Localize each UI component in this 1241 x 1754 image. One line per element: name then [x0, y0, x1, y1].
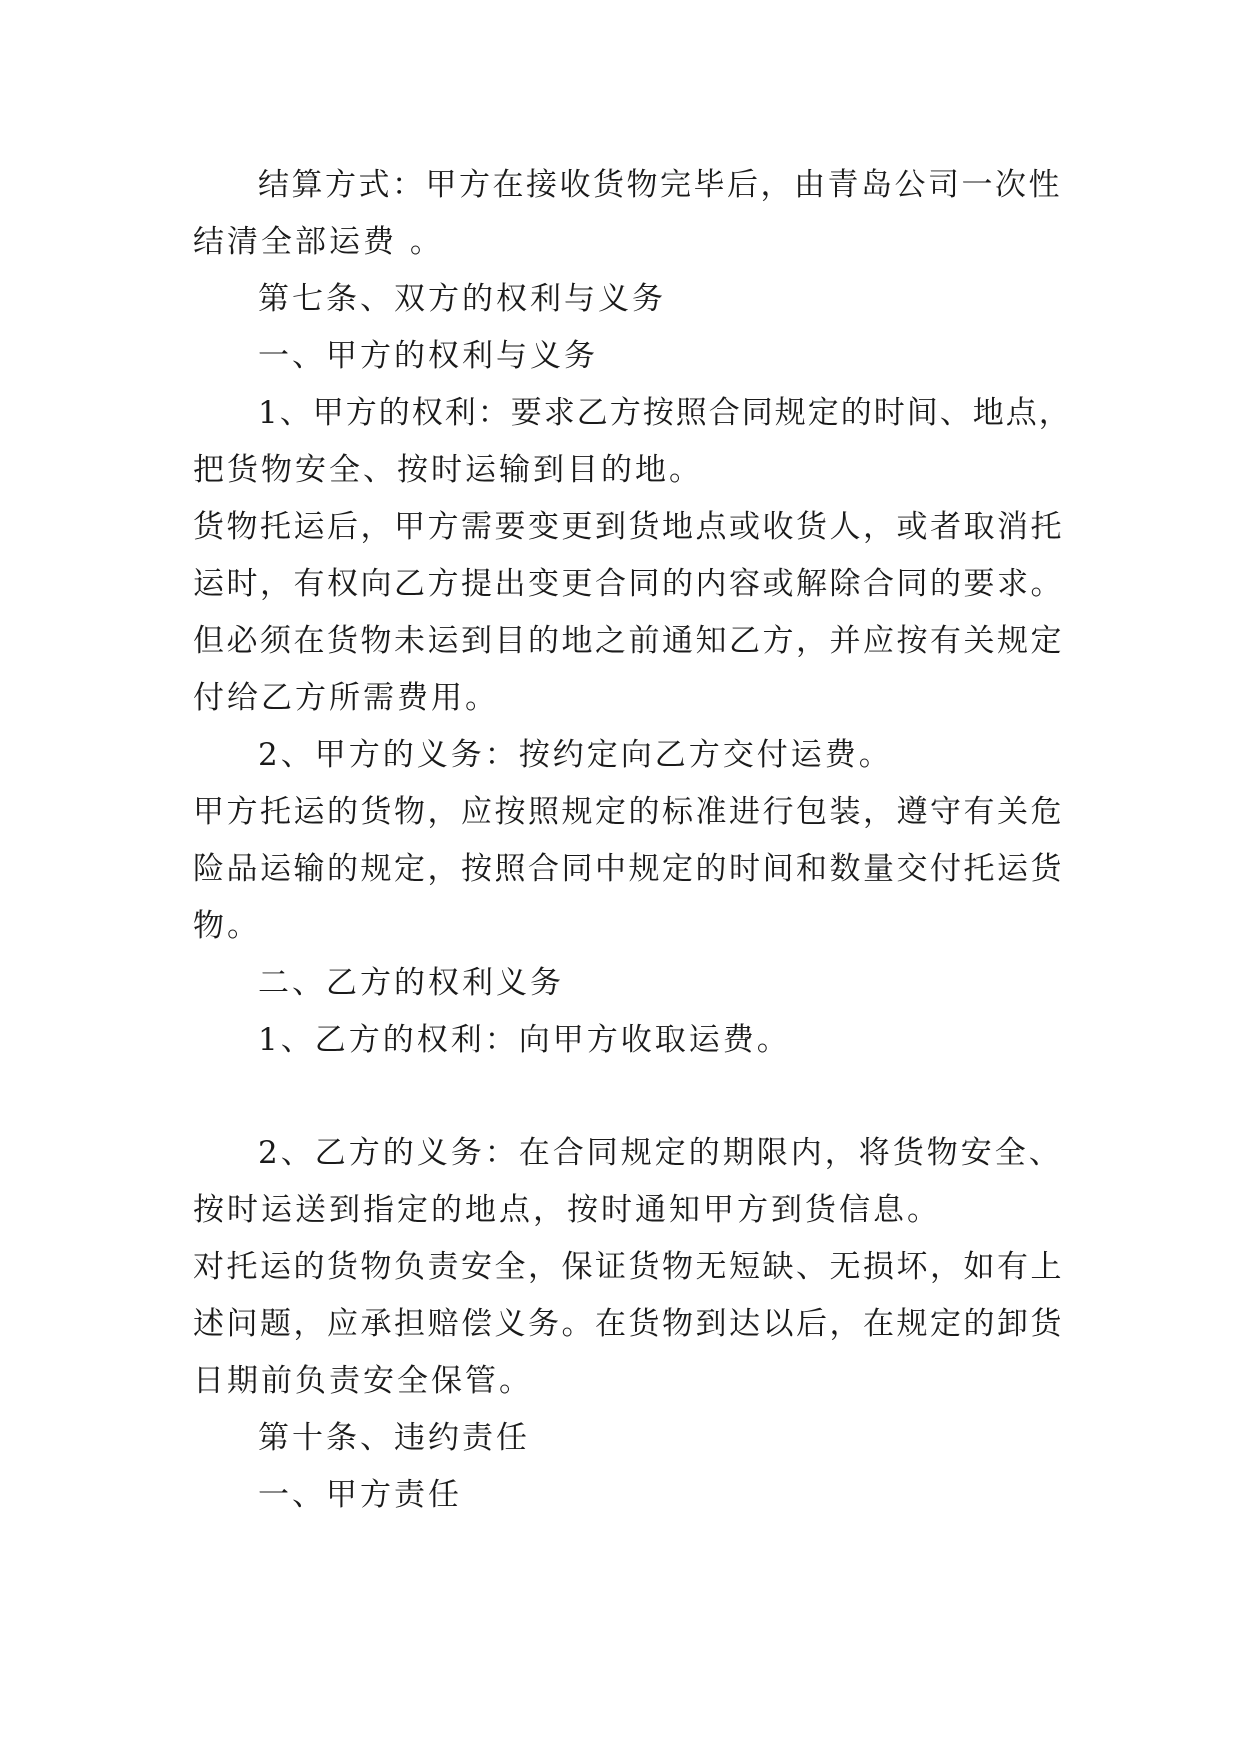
- heading-party-a-rights: 一、甲方的权利与义务: [258, 338, 598, 374]
- paragraph-party-a-obligations: 2、甲方的义务：按约定向乙方交付运费。: [258, 737, 893, 773]
- paragraph-safety-line-3: 日期前负责安全保管。: [193, 1363, 533, 1399]
- paragraph-party-a-rights-line-2: 把货物安全、按时运输到目的地。: [193, 452, 703, 488]
- paragraph-safety-line-2: 述问题，应承担赔偿义务。在货物到达以后，在规定的卸货: [193, 1306, 1064, 1342]
- paragraph-packaging-line-2: 险品运输的规定，按照合同中规定的时间和数量交付托运货: [193, 851, 1064, 887]
- paragraph-party-a-rights-line-1: 1、甲方的权利：要求乙方按照合同规定的时间、地点，: [258, 395, 1072, 431]
- heading-article-10: 第十条、违约责任: [258, 1420, 530, 1456]
- paragraph-consignment-change-line-2: 运时，有权向乙方提出变更合同的内容或解除合同的要求。: [193, 566, 1064, 602]
- paragraph-settlement-line-2: 结清全部运费 。: [193, 224, 444, 260]
- heading-party-b-rights: 二、乙方的权利义务: [258, 965, 564, 1001]
- paragraph-party-b-rights: 1、乙方的权利：向甲方收取运费。: [258, 1022, 791, 1058]
- paragraph-safety-line-1: 对托运的货物负责安全，保证货物无短缺、无损坏，如有上: [193, 1249, 1064, 1285]
- paragraph-consignment-change-line-3: 但必须在货物未运到目的地之前通知乙方，并应按有关规定: [193, 623, 1064, 659]
- heading-article-7: 第七条、双方的权利与义务: [258, 281, 666, 317]
- paragraph-packaging-line-1: 甲方托运的货物，应按照规定的标准进行包装，遵守有关危: [193, 794, 1064, 830]
- paragraph-party-b-obligations-line-1: 2、乙方的义务：在合同规定的期限内，将货物安全、: [258, 1135, 1063, 1171]
- paragraph-consignment-change-line-1: 货物托运后，甲方需要变更到货地点或收货人，或者取消托: [193, 509, 1064, 545]
- paragraph-settlement-line-1: 结算方式：甲方在接收货物完毕后，由青岛公司一次性: [258, 167, 1062, 203]
- paragraph-party-b-obligations-line-2: 按时运送到指定的地点，按时通知甲方到货信息。: [193, 1192, 941, 1228]
- heading-party-a-liability: 一、甲方责任: [258, 1477, 462, 1513]
- paragraph-consignment-change-line-4: 付给乙方所需费用。: [193, 680, 499, 716]
- paragraph-packaging-line-3: 物。: [193, 908, 261, 944]
